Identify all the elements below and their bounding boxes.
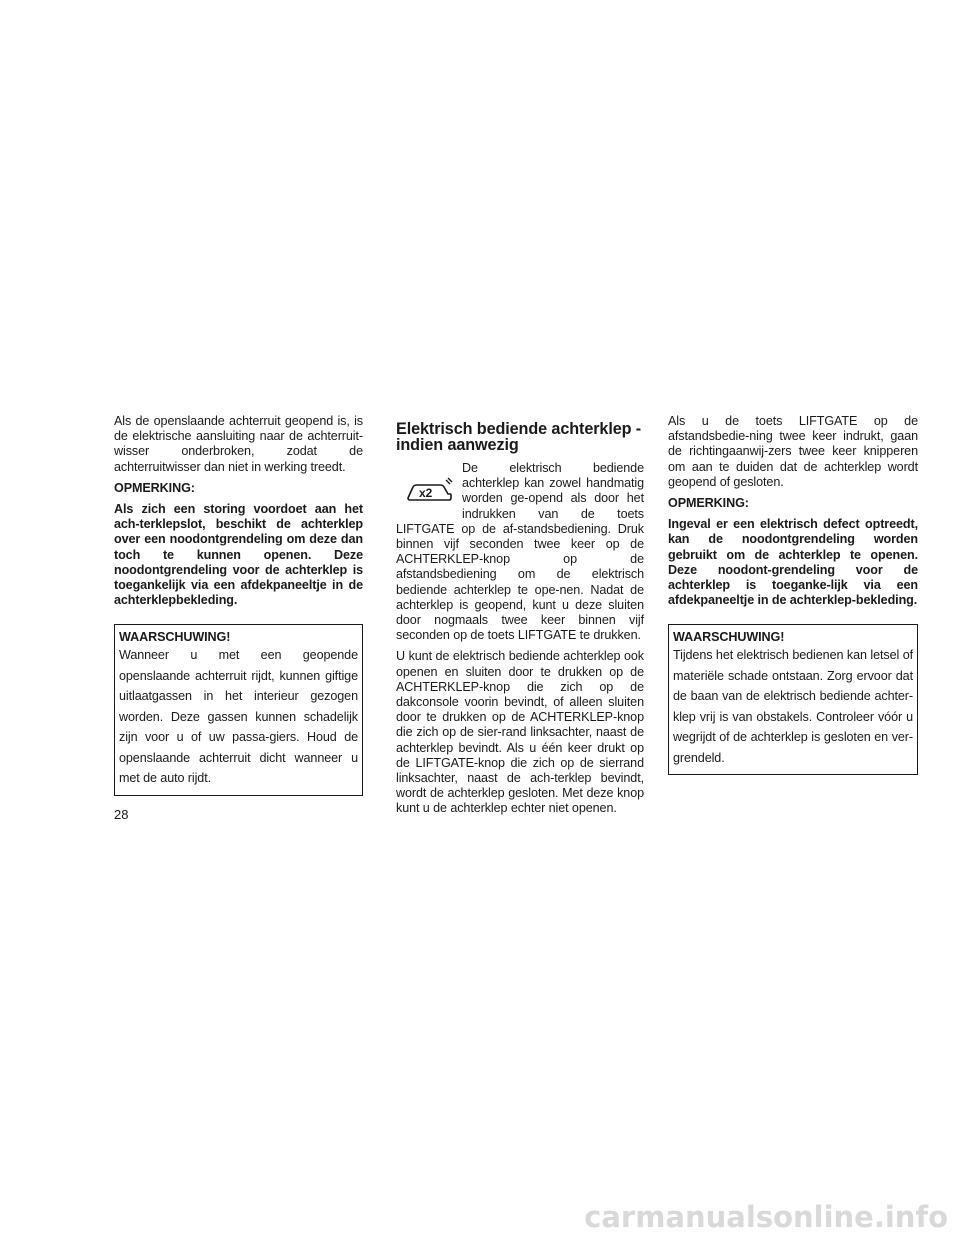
right-column [668, 414, 918, 775]
right-note-body: Ingeval er een elektrisch defect optreedt, kan de noodontgrendeling worden gebruikt om de achterklep te openen. Deze noodont-grendeling voor de achterklep is toeganke-lijk via een afdekpaneeltje in de achterklep-bekleding. [668, 517, 918, 608]
left-warning-text: Wanneer u met een geopende openslaande achterruit rijdt, kunnen giftige uitlaatgassen in het interieur gezogen worden. Deze gassen kunnen schadelijk zijn voor u of uw passa-giers. Houd de openslaande achterruit dicht wanneer u met de auto rijdt. [119, 648, 358, 786]
page-number: 28 [114, 807, 129, 822]
middle-paragraph-1: De elektrisch bediende achterklep kan zowel handmatig worden ge-opend als door het indrukken van de toets LIFTGATE op de af-standsbediening. Druk binnen vijf seconden twee keer op de ACHTERKLEP-knop op de afstandsbediening om de elektrisch bediende achterklep te ope-nen. Nadat de achterklep is geopend, kunt u deze sluiten door nogmaals twee keer binnen vijf seconden op de toets LIFTGATE te drukken. [396, 461, 644, 643]
right-note-heading: OPMERKING: [668, 496, 749, 511]
middle-column [396, 414, 644, 823]
left-warning-title: WAARSCHUWING! [119, 630, 231, 645]
right-warning-text: Tijdens het elektrisch bedienen kan letsel of materiële schade ontstaan. Zorg ervoor dat de baan van de elektrisch bediende achter-klep vrij is van obstakels. Controleer vóór u wegrijdt of de achterklep is gesloten en ver-grendeld. [673, 648, 913, 765]
middle-paragraph-2: U kunt de elektrisch bediende achterklep ook openen en sluiten door te drukken op de ACHTERKLEP-knop die zich op de dakconsole voorin bevindt, of alleen sluiten door te drukken op de ACHTERKLEP-knop die zich op de sier-rand linksachter, naast de achterklep bevindt. Als u één keer drukt op de LIFTGATE-knop die zich op de sierrand linksachter, naast de ach-terklep bevindt, wordt de achterklep gesloten. Met deze knop kunt u de achterklep echter niet openen. [396, 649, 644, 816]
right-warning-title: WAARSCHUWING! [673, 630, 785, 645]
section-title: Elektrisch bediende achterklep - indien aanwezig [396, 420, 642, 454]
right-intro-paragraph: Als u de toets LIFTGATE op de afstandsbedie-ning twee keer indrukt, gaan de richtingaanwij-zers twee keer knipperen om aan te duiden dat de achterklep wordt geopend of gesloten. [668, 414, 918, 489]
left-warning-box [114, 624, 363, 796]
liftgate-icon-graphic [404, 476, 454, 506]
footer-band [0, 1192, 960, 1242]
right-warning-box [668, 624, 918, 775]
left-column [114, 414, 363, 796]
site-watermark: carmanualsonline.info [584, 1200, 948, 1234]
left-intro-paragraph: Als de openslaande achterruit geopend is, is de elektrische aansluiting naar de achterruit-wisser onderbroken, zodat de achterruitwisser dan niet in werking treedt. [114, 414, 363, 474]
liftgate-icon-label: x2 [419, 486, 433, 500]
left-note-body: Als zich een storing voordoet aan het ach-terklepslot, beschikt de achterklep over een noodontgrendeling om deze dan toch te kunnen openen. Deze noodontgrendeling voor de achterklep is toegankelijk via een afdekpaneeltje in de achterklepbekleding. [114, 502, 363, 608]
left-note-heading: OPMERKING: [114, 480, 195, 495]
power-liftgate-x2-icon [396, 461, 462, 521]
